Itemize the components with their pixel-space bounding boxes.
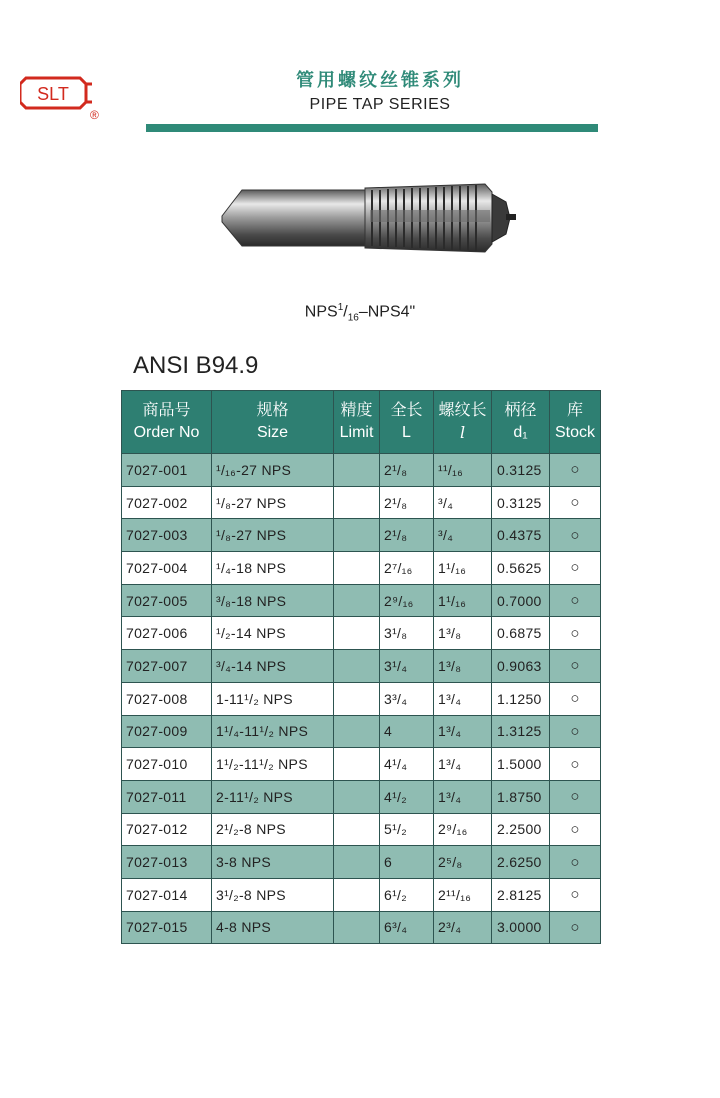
column-header-cn: 商品号 xyxy=(142,402,191,419)
cell-shank: 0.3125 xyxy=(492,454,550,487)
cell-thread: 1¹/₁₆ xyxy=(434,552,492,585)
table-row xyxy=(122,878,601,911)
column-header-stock xyxy=(550,391,601,454)
table-row xyxy=(122,748,601,781)
cell-shank: 1.1250 xyxy=(492,682,550,715)
column-header-en: d₁ xyxy=(513,424,528,441)
column-header-cn: 规格 xyxy=(256,402,289,419)
cell-stock: ○ xyxy=(550,454,601,487)
cell-limit xyxy=(334,682,380,715)
cell-shank: 0.7000 xyxy=(492,584,550,617)
cell-thread: 2¹¹/₁₆ xyxy=(434,878,492,911)
cell-limit xyxy=(334,584,380,617)
range-suffix: –NPS4" xyxy=(358,303,416,321)
cell-size: ³/₄-14 NPS xyxy=(212,650,334,683)
cell-thread: ³/₄ xyxy=(434,486,492,519)
cell-order: 7027-015 xyxy=(122,911,212,944)
cell-size: 3¹/₂-8 NPS xyxy=(212,878,334,911)
cell-stock: ○ xyxy=(550,584,601,617)
cell-length: 2¹/₈ xyxy=(380,519,434,552)
column-header-cn: 精度 xyxy=(340,402,373,419)
table-row xyxy=(122,617,601,650)
table-row xyxy=(122,846,601,879)
cell-stock: ○ xyxy=(550,682,601,715)
cell-limit xyxy=(334,911,380,944)
cell-limit xyxy=(334,650,380,683)
pipe-tap-illustration xyxy=(220,180,520,260)
column-header-en: Stock xyxy=(554,424,595,441)
cell-stock: ○ xyxy=(550,617,601,650)
pipe-tap-icon xyxy=(220,180,520,260)
slt-logo xyxy=(20,74,110,120)
cell-length: 2⁹/₁₆ xyxy=(380,584,434,617)
cell-length: 3³/₄ xyxy=(380,682,434,715)
slt-logo-mark xyxy=(20,74,110,120)
cell-order: 7027-005 xyxy=(122,584,212,617)
cell-order: 7027-010 xyxy=(122,748,212,781)
range-sub: 16 xyxy=(347,312,359,324)
cell-length: 5¹/₂ xyxy=(380,813,434,846)
size-range-label xyxy=(200,302,520,324)
column-header-en: L xyxy=(402,424,411,441)
table-row xyxy=(122,486,601,519)
column-header-cn: 库 xyxy=(566,402,583,419)
cell-thread: 1³/₄ xyxy=(434,715,492,748)
column-header-en: l xyxy=(459,423,466,442)
cell-thread: 1¹/₁₆ xyxy=(434,584,492,617)
column-header-thread-length xyxy=(434,391,492,454)
cell-size: 2-11¹/₂ NPS xyxy=(212,780,334,813)
column-header-order-no xyxy=(122,391,212,454)
cell-order: 7027-012 xyxy=(122,813,212,846)
cell-limit xyxy=(334,552,380,585)
column-header-cn: 螺纹长 xyxy=(438,402,487,419)
cell-order: 7027-002 xyxy=(122,486,212,519)
table-row xyxy=(122,780,601,813)
cell-shank: 0.3125 xyxy=(492,486,550,519)
cell-size: 1-11¹/₂ NPS xyxy=(212,682,334,715)
table-row xyxy=(122,650,601,683)
cell-shank: 3.0000 xyxy=(492,911,550,944)
cell-shank: 0.5625 xyxy=(492,552,550,585)
cell-stock: ○ xyxy=(550,813,601,846)
range-sup: 1 xyxy=(337,302,344,313)
column-header-cn: 柄径 xyxy=(504,402,537,419)
cell-length: 2¹/₈ xyxy=(380,486,434,519)
header-divider xyxy=(146,124,598,132)
table-row xyxy=(122,911,601,944)
table-row xyxy=(122,813,601,846)
spec-table xyxy=(121,390,601,944)
series-title-english: PIPE TAP SERIES xyxy=(309,96,451,113)
range-prefix: NPS xyxy=(304,303,338,321)
cell-length: 3¹/₈ xyxy=(380,617,434,650)
cell-limit xyxy=(334,846,380,879)
cell-stock: ○ xyxy=(550,846,601,879)
cell-thread: 1³/₈ xyxy=(434,650,492,683)
column-header-en: Order No xyxy=(133,424,200,441)
cell-limit xyxy=(334,748,380,781)
cell-thread: 1³/₈ xyxy=(434,617,492,650)
cell-stock: ○ xyxy=(550,911,601,944)
cell-shank: 0.9063 xyxy=(492,650,550,683)
table-row xyxy=(122,682,601,715)
cell-size: 1¹/₂-11¹/₂ NPS xyxy=(212,748,334,781)
cell-length: 3¹/₄ xyxy=(380,650,434,683)
cell-shank: 0.6875 xyxy=(492,617,550,650)
cell-size: 4-8 NPS xyxy=(212,911,334,944)
cell-shank: 0.4375 xyxy=(492,519,550,552)
cell-stock: ○ xyxy=(550,486,601,519)
cell-shank: 1.3125 xyxy=(492,715,550,748)
column-header-length xyxy=(380,391,434,454)
cell-thread: ¹¹/₁₆ xyxy=(434,454,492,487)
table-row xyxy=(122,715,601,748)
column-header-en: Size xyxy=(256,424,289,441)
cell-shank: 2.2500 xyxy=(492,813,550,846)
cell-limit xyxy=(334,454,380,487)
cell-limit xyxy=(334,813,380,846)
logo-text: SLT xyxy=(37,84,69,104)
cell-thread: 2⁹/₁₆ xyxy=(434,813,492,846)
column-header-shank-diameter xyxy=(492,391,550,454)
cell-size: ¹/₁₆-27 NPS xyxy=(212,454,334,487)
cell-length: 4 xyxy=(380,715,434,748)
cell-order: 7027-004 xyxy=(122,552,212,585)
cell-thread: 2³/₄ xyxy=(434,911,492,944)
cell-size: ¹/₂-14 NPS xyxy=(212,617,334,650)
cell-stock: ○ xyxy=(550,650,601,683)
cell-shank: 1.5000 xyxy=(492,748,550,781)
cell-size: ³/₈-18 NPS xyxy=(212,584,334,617)
cell-order: 7027-006 xyxy=(122,617,212,650)
cell-size: ¹/₈-27 NPS xyxy=(212,519,334,552)
cell-limit xyxy=(334,519,380,552)
cell-order: 7027-003 xyxy=(122,519,212,552)
cell-stock: ○ xyxy=(550,552,601,585)
cell-thread: ³/₄ xyxy=(434,519,492,552)
table-row xyxy=(122,552,601,585)
cell-stock: ○ xyxy=(550,519,601,552)
column-header-en: Limit xyxy=(339,424,374,441)
registered-mark: ® xyxy=(90,108,99,120)
cell-limit xyxy=(334,878,380,911)
cell-size: 3-8 NPS xyxy=(212,846,334,879)
cell-order: 7027-014 xyxy=(122,878,212,911)
cell-length: 6³/₄ xyxy=(380,911,434,944)
cell-thread: 1³/₄ xyxy=(434,682,492,715)
cell-order: 7027-008 xyxy=(122,682,212,715)
cell-limit xyxy=(334,486,380,519)
cell-shank: 2.8125 xyxy=(492,878,550,911)
cell-stock: ○ xyxy=(550,715,601,748)
cell-order: 7027-001 xyxy=(122,454,212,487)
cell-order: 7027-013 xyxy=(122,846,212,879)
cell-length: 6¹/₂ xyxy=(380,878,434,911)
cell-shank: 2.6250 xyxy=(492,846,550,879)
column-header-size xyxy=(212,391,334,454)
range-slash: / xyxy=(343,303,348,321)
table-body xyxy=(122,454,601,944)
cell-limit xyxy=(334,715,380,748)
cell-length: 6 xyxy=(380,846,434,879)
cell-order: 7027-009 xyxy=(122,715,212,748)
cell-size: ¹/₄-18 NPS xyxy=(212,552,334,585)
cell-length: 4¹/₂ xyxy=(380,780,434,813)
cell-thread: 1³/₄ xyxy=(434,748,492,781)
cell-length: 4¹/₄ xyxy=(380,748,434,781)
cell-stock: ○ xyxy=(550,780,601,813)
cell-length: 2¹/₈ xyxy=(380,454,434,487)
cell-stock: ○ xyxy=(550,878,601,911)
standard-label: ANSI B94.9 xyxy=(133,352,259,379)
table-row xyxy=(122,519,601,552)
column-header-limit xyxy=(334,391,380,454)
table-row xyxy=(122,584,601,617)
cell-length: 2⁷/₁₆ xyxy=(380,552,434,585)
cell-order: 7027-007 xyxy=(122,650,212,683)
cell-order: 7027-011 xyxy=(122,780,212,813)
cell-limit xyxy=(334,780,380,813)
table-header-row xyxy=(122,391,601,454)
cell-stock: ○ xyxy=(550,748,601,781)
table-row xyxy=(122,454,601,487)
cell-size: 2¹/₂-8 NPS xyxy=(212,813,334,846)
series-title-chinese: 管用螺纹丝锥系列 xyxy=(296,70,464,91)
cell-thread: 2⁵/₈ xyxy=(434,846,492,879)
cell-size: 1¹/₄-11¹/₂ NPS xyxy=(212,715,334,748)
cell-shank: 1.8750 xyxy=(492,780,550,813)
cell-limit xyxy=(334,617,380,650)
cell-thread: 1³/₄ xyxy=(434,780,492,813)
cell-size: ¹/₈-27 NPS xyxy=(212,486,334,519)
column-header-cn: 全长 xyxy=(390,402,423,419)
